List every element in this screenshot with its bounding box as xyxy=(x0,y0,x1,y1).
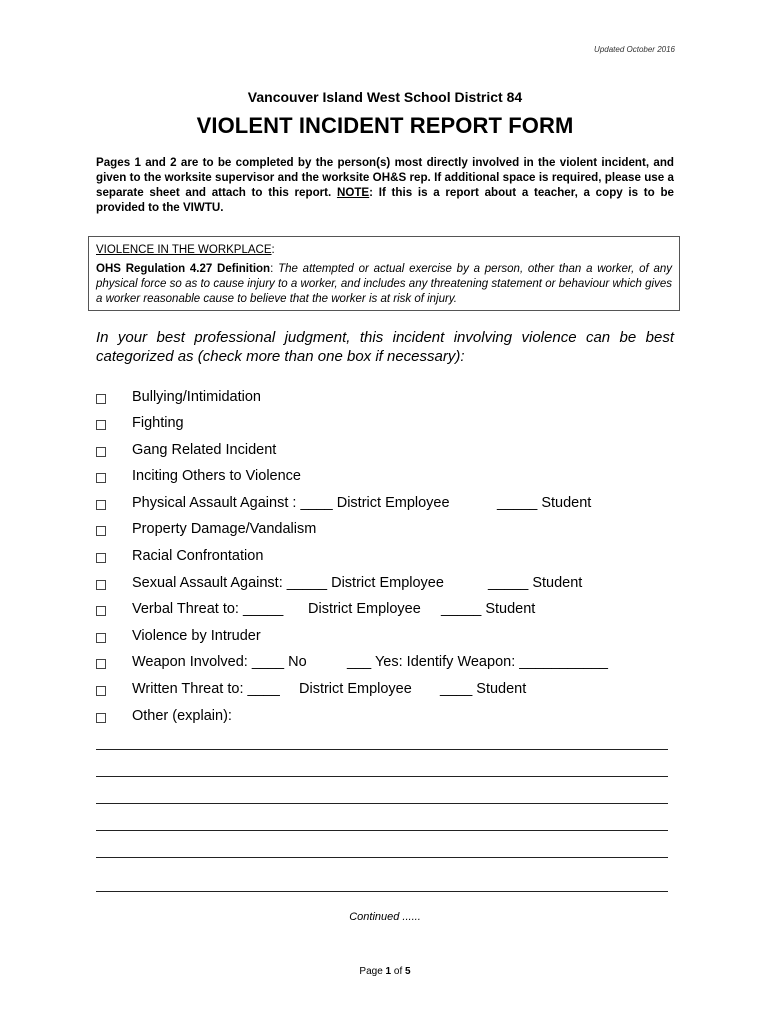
page-total: 5 xyxy=(405,966,411,977)
page-number xyxy=(0,966,770,977)
checkbox-inciting[interactable] xyxy=(96,473,106,483)
regulation-colon: : xyxy=(270,263,279,275)
option-student-blank: _____ Student xyxy=(497,495,592,511)
option-student-blank: _____ Student xyxy=(488,575,583,591)
category-question: In your best professional judgment, this incident involving violence can be best categorized as (check more than one box if necessary): xyxy=(96,329,674,365)
definition-title: VIOLENCE IN THE WORKPLACE xyxy=(96,244,272,256)
note-label: NOTE xyxy=(336,186,370,199)
explain-line-2[interactable] xyxy=(96,776,668,777)
definition-text xyxy=(96,262,672,307)
checkbox-verbal-threat[interactable] xyxy=(96,606,106,616)
option-label: Sexual Assault Against: _____ District Employee xyxy=(132,575,444,591)
checkbox-physical-assault[interactable] xyxy=(96,500,106,510)
page-current: 1 xyxy=(385,966,392,977)
continued-note: Continued ...... xyxy=(349,911,421,923)
option-label: Racial Confrontation xyxy=(132,548,264,564)
option-label: Gang Related Incident xyxy=(132,442,277,458)
checkbox-property[interactable] xyxy=(96,526,106,536)
note-text: : If this is a report about a teacher, a copy is to be provided to the VIWTU. xyxy=(96,186,674,214)
option-student-blank: _____ Student xyxy=(441,601,536,617)
page-title: VIOLENT INCIDENT REPORT FORM xyxy=(196,113,574,138)
option-label: Verbal Threat to: _____ xyxy=(132,601,284,617)
explain-line-3[interactable] xyxy=(96,803,668,804)
checkbox-written-threat[interactable] xyxy=(96,686,106,696)
checkbox-racial[interactable] xyxy=(96,553,106,563)
checkbox-intruder[interactable] xyxy=(96,633,106,643)
explain-line-1[interactable] xyxy=(96,749,668,750)
definition-body: The attempted or actual exercise by a person, other than a worker, of any physical force so as to cause injury to a worker, and includes any threatening statement or behaviour which gives a worker reasonable cause to believe that the worker is at risk of injury. xyxy=(96,263,673,305)
intro-paragraph xyxy=(96,155,674,215)
option-label: Violence by Intruder xyxy=(132,628,261,644)
checkbox-gang[interactable] xyxy=(96,447,106,457)
district-name: Vancouver Island West School District 84 xyxy=(247,89,523,105)
option-label: Weapon Involved: ____ No xyxy=(132,654,307,670)
checkbox-bullying[interactable] xyxy=(96,394,106,404)
option-employee-label: District Employee xyxy=(308,601,421,617)
updated-date: Updated October 2016 xyxy=(594,45,675,54)
option-label: Fighting xyxy=(132,415,184,431)
checkbox-fighting[interactable] xyxy=(96,420,106,430)
definition-box xyxy=(88,236,680,311)
explain-line-6[interactable] xyxy=(96,891,668,892)
option-label: Written Threat to: ____ xyxy=(132,681,280,697)
page-prefix: Page xyxy=(359,966,386,977)
option-employee-label: District Employee xyxy=(299,681,412,697)
definition-title-row xyxy=(96,240,672,258)
checkbox-other[interactable] xyxy=(96,713,106,723)
intro-text: Pages 1 and 2 are to be completed by the person(s) most directly involved in the violent incident, and given to the worksite supervisor and the worksite OH&S rep. If additional space is required, please use a separate sheet and attach to this report. xyxy=(96,156,674,199)
explain-line-4[interactable] xyxy=(96,830,668,831)
checkbox-weapon[interactable] xyxy=(96,659,106,669)
option-label: Other (explain): xyxy=(132,708,232,724)
option-student-blank: ____ Student xyxy=(440,681,527,697)
option-label: Physical Assault Against : ____ District Employee xyxy=(132,495,450,511)
regulation-label: OHS Regulation 4.27 Definition xyxy=(96,263,271,275)
option-weapon-yes: ___ Yes: Identify Weapon: ___________ xyxy=(347,654,608,670)
option-label: Bullying/Intimidation xyxy=(132,389,261,405)
option-label: Inciting Others to Violence xyxy=(132,468,301,484)
option-label: Property Damage/Vandalism xyxy=(132,521,317,537)
explain-line-5[interactable] xyxy=(96,857,668,858)
page-of: of xyxy=(391,966,406,977)
checkbox-sexual-assault[interactable] xyxy=(96,580,106,590)
definition-title-colon: : xyxy=(271,244,275,256)
